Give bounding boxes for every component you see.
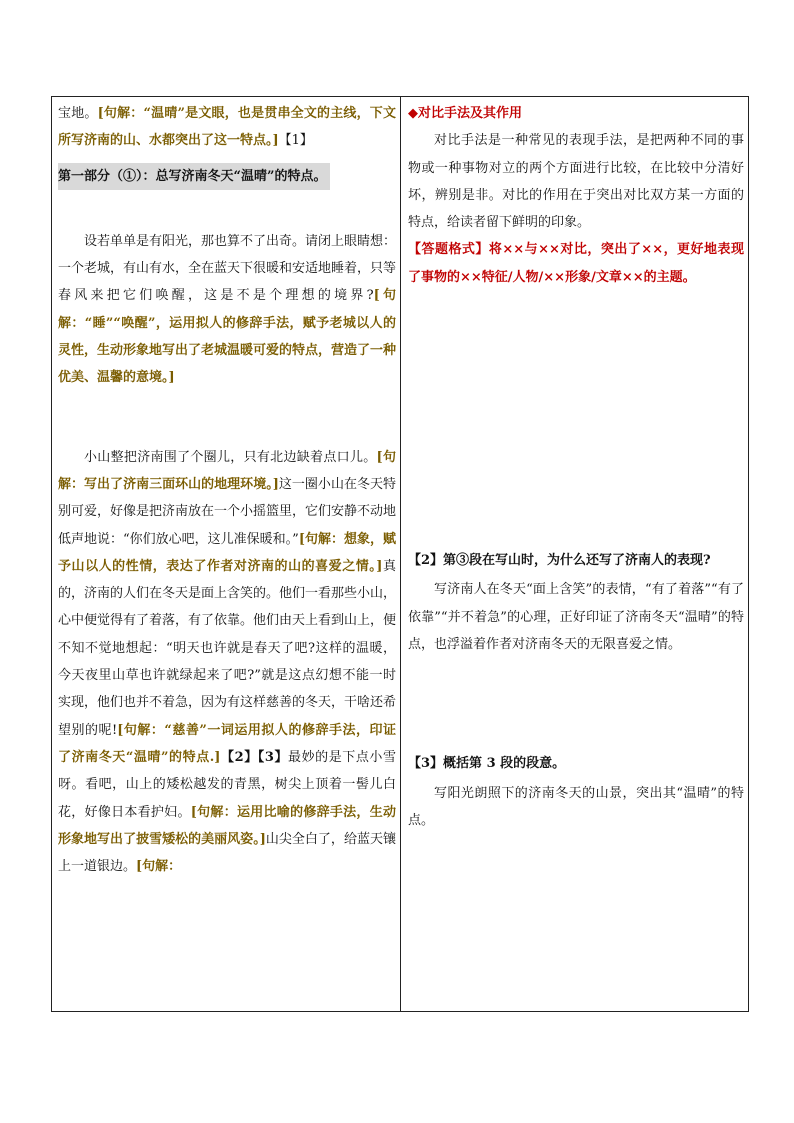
contrast-title: 对比手法及其作用 [418,106,523,121]
sentence-note: [句解：“睡”“唤醒”，运用拟人的修辞手法，赋予老城以人的灵性，生动形象地写出了老城温暖可爱的特点，营造了一种优美、温馨的意境。] [58,288,397,386]
text: 这一圈小山在冬天特别可爱，好像是把济南放在一个小摇篮里，它们安静不动地低声地说：“你们放心吧，这儿准保暖和。” [58,476,397,547]
text: 小山整把济南围了个圈儿，只有北边缺着点口儿。 [84,449,377,465]
annotation-column [408,100,744,834]
column-divider [400,96,401,1012]
sentence-note: [句解： [136,859,182,875]
part-heading-row [58,163,396,190]
text: 设若单单是有阳光，那也算不了出奇。请闭上眼睛想：一个老城，有山有水，全在蓝天下很暖和安适地睡着，只等春风来把它们唤醒，这是不是个理想的境界? [58,233,397,304]
format-label: 【答题格式】 [408,242,489,258]
sentence-note: [句解：“温晴”是文眼，也是贯串全文的主线，下文所写济南的山、水都突出了这一特点。] [58,106,396,149]
diamond-icon: ◆ [408,106,418,121]
text: 真的，济南的人们在冬天是面上含笑的。他们一看那些小山，心中便觉得有了着落，有了依靠。他们由天上看到山上，便不知不觉地想起：“明天也许就是春天了吧?这样的温暖，今天夜里山草也许就绿起来了吧?”就是这点幻想不能一时实现，他们也并不着急，因为有这样慈善的冬天，干啥还希望别的呢! [58,558,397,738]
sentence-note: [句解：“慈善”一词运用拟人的修辞手法，印证了济南冬天“温晴”的特点.] [58,722,396,765]
format-body: 将××与××对比，突出了××，更好地表现了事物的××特征/人物/××形象/文章××的主题。 [408,242,744,285]
sentence-note: [句解：想象，赋予山以人的性情，表达了作者对济南的山的喜爱之情。] [58,531,396,574]
question-2-answer: 写济南人在冬天“面上含笑”的表情，“有了着落”“有了依靠”“并不着急”的心理，正好印证了济南冬天“温晴”的特点，也浮溢着作者对济南冬天的无限喜爱之情。 [408,582,744,652]
sentence-note: [句解：运用比喻的修辞手法，生动形象地写出了披雪矮松的美丽风姿。] [58,804,396,847]
contrast-body: 对比手法是一种常见的表现手法，是把两种不同的事物或一种事物对立的两个方面进行比较，在比较中分清好坏，辨别是非。对比的作用在于突出对比双方某一方面的特点，给读者留下鲜明的印象。 [408,133,744,231]
answer-format [408,236,744,291]
paragraph-1 [58,100,396,155]
paragraph-3 [58,444,396,881]
question-3-answer: 写阳光朗照下的济南冬天的山景，突出其“温晴”的特点。 [408,785,744,828]
paragraph-2 [58,228,396,392]
question-ref: 【2】【3】 [220,749,289,765]
text: 山尖全白了，给蓝天镶上一道银边。 [58,831,396,875]
question-ref: 【1】 [278,133,313,149]
part-heading: 第一部分（①）：总写济南冬天“温晴”的特点。 [58,163,330,190]
text-column [58,100,396,880]
contrast-title-row [408,100,744,127]
question-2-title: 【2】第③段在写山时，为什么还写了济南人的表现? [408,553,711,569]
text: 最妙的是下点小雪呀。看吧，山上的矮松越发的青黑，树尖上顶着一髻儿白花，好像日本看护妇。 [58,749,396,820]
sentence-note: [句解：写出了济南三面环山的地理环境。] [58,449,396,492]
question-3-title: 【3】概括第 3 段的段意。 [408,756,566,772]
text: 宝地。 [58,106,98,121]
